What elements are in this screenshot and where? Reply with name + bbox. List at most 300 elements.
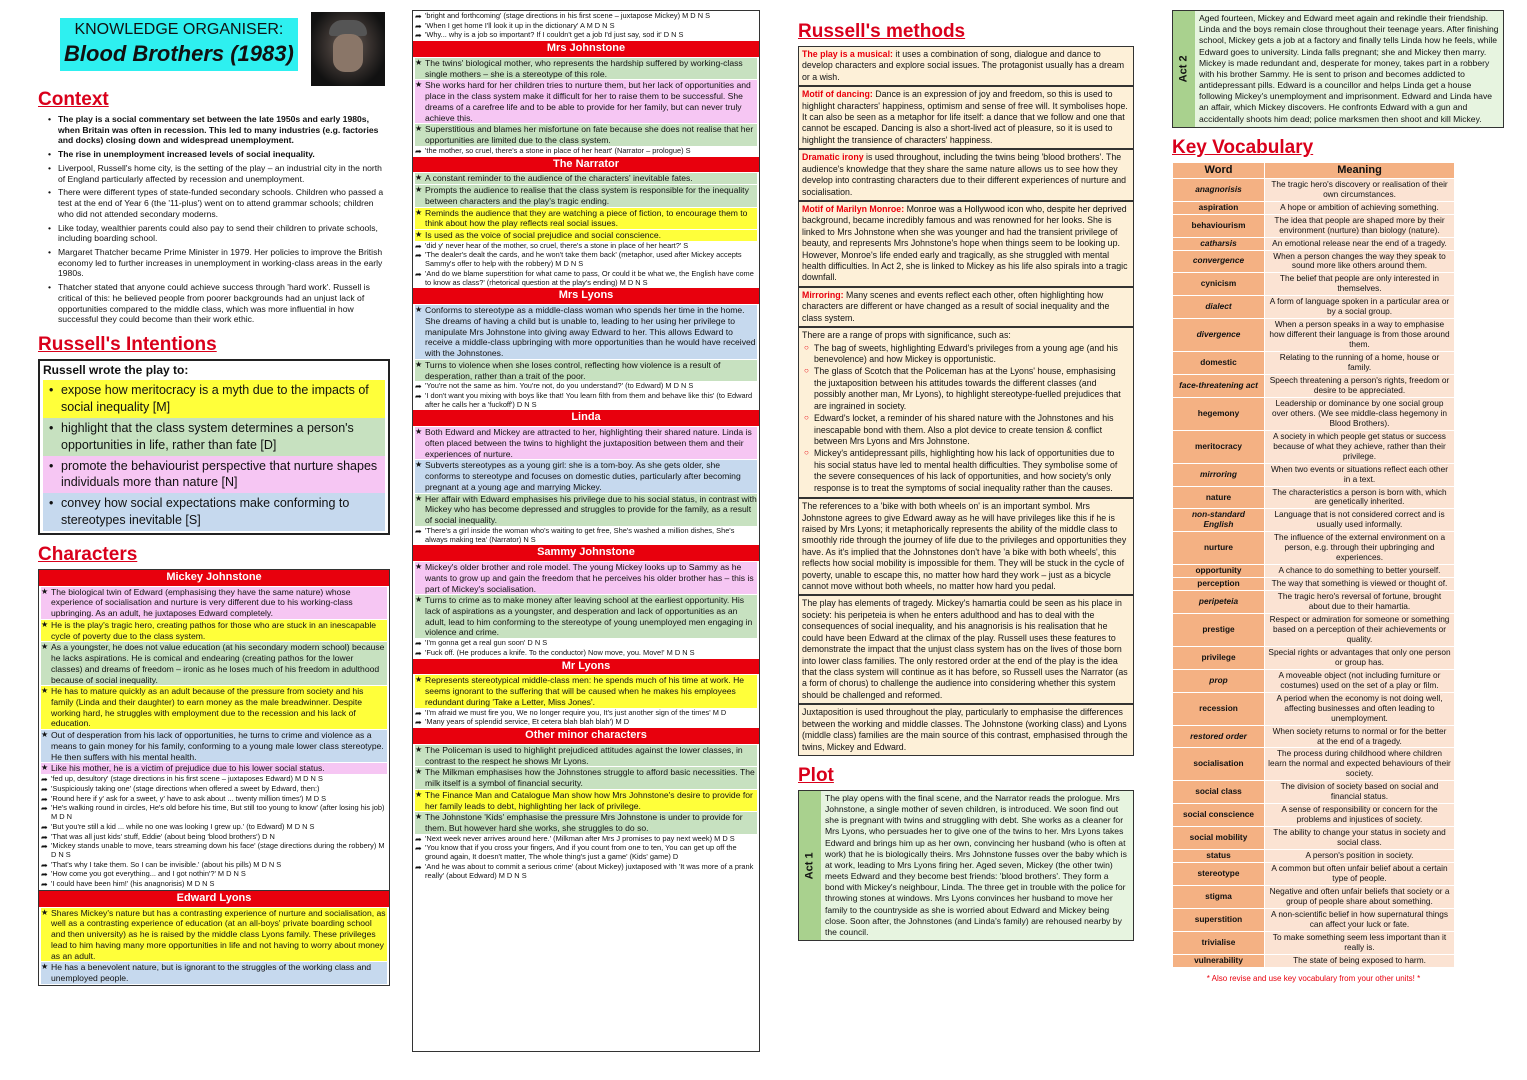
mickey-star-icon: ★ [41, 642, 49, 652]
context-item: • There were different types of state-funded secondary schools. Children who passed a test at the end of Year 6 (the '11-plus') went on to attend grammar schools; children who did not attended secondary moderns. [48, 187, 390, 219]
mickey-quote-text: 'That's why I take them. So I can be invisible.' (about his pills) M D N S [51, 859, 282, 869]
mickey-quote-text: 'But you're still a kid ... while no one was looking I grew up.' (to Edward) M D N S [51, 821, 315, 831]
mrsl-quote-text: 'You're not the same as him. You're not, do you understand?' (to Edward) M D N S [425, 381, 694, 391]
method-text: Dance is an expression of joy and freedom, so this is used to highlight characters' happiness, optimism and sense of free will. It symbolises hope. It can also be seen as a metaphor for life itself: a dance that we follow and one that cannot be escaped. Dancing is also a short-lived act of pleasure, so it is used to highlight the transience of characters' happiness. [802, 89, 1128, 145]
minor-quote [415, 844, 757, 861]
narrator-line-text: Is used as the voice of social prejudice and social conscience. [425, 229, 661, 240]
vocab-meaning: When society returns to normal or for the better at the end of a tragedy. [1265, 725, 1455, 748]
vocab-heading: Key Vocabulary [1172, 136, 1314, 158]
mickey-quote [41, 870, 387, 879]
mrl-line [415, 675, 757, 707]
narrator-speech-icon: ➦ [415, 241, 422, 251]
vocab-meaning: The tragic hero's reversal of fortune, brought about due to their hamartia. [1265, 591, 1455, 614]
vocab-word: privilege [1173, 646, 1265, 669]
mickey-line [41, 620, 387, 641]
minor-star-icon: ★ [415, 812, 423, 822]
narrator-line [415, 208, 757, 229]
mickey-quote [41, 833, 387, 842]
vocab-meaning: The state of being exposed to harm. [1265, 954, 1455, 967]
vocab-meaning: When two events or situations reflect each other in a text. [1265, 463, 1455, 486]
mickey-speech-icon: ➦ [41, 880, 48, 890]
prop-item [804, 448, 1128, 494]
linda-line-text: Subverts stereotypes as a young girl: she is a tom-boy. As she gets older, she conforms to stereotype and focuses on domestic duties, particularly after becoming pregnant at a young age and marrying Mickey. [425, 460, 741, 492]
vocab-word: anagnorisis [1173, 178, 1265, 201]
vocab-word: peripeteia [1173, 591, 1265, 614]
vocab-row [1173, 352, 1455, 375]
vocab-meaning: When a person changes the way they speak to sound more like others around them. [1265, 250, 1455, 273]
minor-speech-icon: ➦ [415, 844, 422, 854]
sammy-header: Sammy Johnstone [413, 545, 759, 561]
mickey-quote [41, 804, 387, 821]
prop-text: The glass of Scotch that the Policeman has at the Lyons' house, emphasising the juxtaposition between his attitudes towards the different classes (and possibly another man, Mr Lyons), to highlight stereotype-fuelled prejudices that are ingrained in society. [814, 366, 1121, 411]
minor-speech-icon: ➦ [415, 862, 422, 872]
edward-star-icon: ★ [41, 907, 49, 917]
vocab-meaning: Respect or admiration for someone or something based on a perception of their achievements or quality. [1265, 614, 1455, 647]
vocab-word: prestige [1173, 614, 1265, 647]
vocab-meaning: Negative and often unfair beliefs that society or a group of people share about something. [1265, 885, 1455, 908]
minor-lines [413, 745, 759, 881]
linda-line [415, 460, 757, 492]
context-item: • The rise in unemployment increased levels of social inequality. [48, 149, 390, 160]
characters-heading: Characters [38, 544, 138, 565]
mickey-line-text: He is the play's tragic hero, creating pathos for those who are stuck in an inescapable cycle of poverty due to the class system. [51, 619, 377, 641]
vocab-word: convergence [1173, 250, 1265, 273]
vocab-row [1173, 273, 1455, 296]
vocab-word: social class [1173, 781, 1265, 804]
prop-item [804, 343, 1128, 366]
context-item: • The play is a social commentary set between the late 1950s and early 1980s, when Britain was often in recession. This led to many industries (e.g. factories and docks) closing down and widespread unemployment. [48, 114, 390, 146]
mickey-line-text: The biological twin of Edward (emphasising they have the same nature) whose experience of socialisation and nurture is very different due to his working-class upbringing. As an adult, he juxtaposes Edward completely. [51, 586, 353, 619]
sammy-speech-icon: ➦ [415, 648, 422, 658]
mrsj-star-icon: ★ [415, 80, 423, 90]
vocab-word: mirroring [1173, 463, 1265, 486]
act1-text: The play opens with the final scene, and the Narrator reads the prologue. Mrs Johnstone, a single mother of seven children, is introduced. We soon find out she is pregnant with twins and struggling with debt. She works as a cleaner for Mrs Lyons, who persuades her to give one of the twins to her. Mrs Lyons takes Edward and brings him up as her own, convincing her husband (who is often at work) that he is biologically theirs. Mrs Johnstone fusses over the baby which is at work, leading to Mrs Lyons firing her. Aged seven, Mickey (the other twin) meets Edward and they become best friends: 'blood brothers'. They form a bond with Mickey's neighbour, Linda. The three get in trouble with the police for throwing stones at windows. Mrs Lyons convinces her husband to move her family to the countryside as she is worried about Edward and Mickey being close. Soon after, the Johnstones (and Linda's family) are rehoused nearby by the council. [825, 792, 1127, 937]
vocab-meaning: A moveable object (not including furniture or costumes) used on the set of a play or film. [1265, 669, 1455, 692]
vocab-word: restored order [1173, 725, 1265, 748]
mrl-speech-icon: ➦ [415, 708, 422, 718]
sammy-quote-text: 'Fuck off. (He produces a knife. To the conductor) Now move, you. Move!' M D N S [425, 647, 695, 657]
mrsl-star-icon: ★ [415, 305, 423, 315]
minor-quote [415, 863, 757, 880]
column-3 [798, 10, 1134, 941]
mrsj-line-text: The twins' biological mother, who represents the hardship suffered by working-class single mothers – she is a stereotype of this role. [425, 57, 743, 79]
mrsl-quote [415, 392, 757, 409]
title-line2: Blood Brothers (1983) [64, 41, 294, 66]
intentions-box [38, 359, 390, 535]
mickey-quote-text: 'Mickey stands unable to move, tears streaming down his face' (stage directions during the robbery) M D N S [51, 841, 385, 859]
vocab-row [1173, 827, 1455, 850]
props-box [798, 327, 1134, 498]
vocab-meaning: The influence of the external environment on a person, e.g. through their upbringing and experiences. [1265, 532, 1455, 565]
vocab-word: social conscience [1173, 804, 1265, 827]
edward-speech-icon: ➦ [415, 21, 422, 31]
minor-quote-text: 'Next week never arrives around here.' (Milkman after Mrs J promises to pay next week) M D S [425, 833, 735, 843]
linda-line [415, 494, 757, 526]
vocab-row [1173, 430, 1455, 463]
vocab-meaning: An emotional release near the end of a tragedy. [1265, 237, 1455, 250]
narrator-quote [415, 270, 757, 287]
mickey-line-text: He has to mature quickly as an adult because of the pressure from society and his family (Linda and their daughter) to earn money as the male breadwinner. Despite working hard, he struggles with employment due to the recession and his lack of education. [51, 686, 364, 729]
mickey-star-icon: ★ [41, 586, 49, 596]
prop-text: The bag of sweets, highlighting Edward's privileges from a young age (and his benevolence) and how Mickey is opportunistic. [814, 342, 1118, 365]
vocab-row [1173, 725, 1455, 748]
act2-label: Act 2 [1177, 55, 1190, 83]
mrsl-line [415, 360, 757, 381]
prop-item [804, 413, 1128, 447]
vocab-meaning: A chance to do something to better yourself. [1265, 565, 1455, 578]
intention-class: • highlight that the class system determines a person's opportunities in life, rather than fate [D] [43, 418, 385, 456]
minor-star-icon: ★ [415, 789, 423, 799]
method-item [798, 287, 1134, 327]
sammy-star-icon: ★ [415, 562, 423, 572]
narrator-header: The Narrator [413, 157, 759, 173]
narrator-star-icon: ★ [415, 185, 423, 195]
edward-quote [415, 31, 757, 40]
minor-line [415, 790, 757, 811]
mrsl-quote [415, 382, 757, 391]
sammy-speech-icon: ➦ [415, 639, 422, 649]
tragedy-box: The play has elements of tragedy. Mickey's hamartia could be seen as his place in society: his peripeteia is when he enters adulthood and has to deal with the consequences of social inequality, and his anagnorisis is his realisation that he could have been Edward at the climax of the play. Russell uses these features to demonstrate the impact that the unjust class system has on the lives of those born into lower class families. The only restored order at the end of the play is the idea that the class system will continue as it has before, so Russell uses the Narrator (as a form of chorus) to challenge the audience into considering whether this system should be challenged and reformed. [798, 595, 1134, 704]
mickey-quote [41, 775, 387, 784]
mrl-quote [415, 709, 757, 718]
vocab-col-word: Word [1173, 162, 1265, 178]
narrator-line [415, 185, 757, 206]
props-intro: There are a range of props with significance, such as: [802, 330, 1011, 341]
column-1 [38, 10, 390, 986]
plot-act1 [798, 790, 1134, 941]
linda-star-icon: ★ [415, 493, 423, 503]
vocab-word: nature [1173, 486, 1265, 509]
narrator-line [415, 173, 757, 184]
method-text: Many scenes and events reflect each other, often highlighting how characters are different or have changed as a result of social inequality and the class system. [802, 289, 1110, 323]
minor-line-text: The Finance Man and Catalogue Man show how Mrs Johnstone's desire to provide for her family leads to debt, highlighting her lack of privilege. [425, 789, 753, 811]
mickey-star-icon: ★ [41, 686, 49, 696]
vocab-meaning: A non-scientific belief in how supernatural things can affect your luck or fate. [1265, 908, 1455, 931]
vocab-row [1173, 646, 1455, 669]
mrl-quote [415, 718, 757, 727]
vocab-row [1173, 319, 1455, 352]
method-item [798, 86, 1134, 149]
mickey-star-icon: ★ [41, 619, 49, 629]
vocab-meaning: To make something seem less important than it really is. [1265, 931, 1455, 954]
minor-star-icon: ★ [415, 767, 423, 777]
mickey-line-text: Like his mother, he is a victim of prejudice due to his lower social status. [51, 763, 325, 774]
minor-line-text: The Milkman emphasises how the Johnstones struggle to afford basic necessities. The milk itself is a symbol of financial security. [425, 767, 755, 789]
edward-quote [415, 12, 757, 21]
mickey-quote-text: 'How come you got everything... and I got nothin'?' M D N S [51, 869, 246, 879]
vocab-word: behaviourism [1173, 214, 1265, 237]
edward-quote-text: 'bright and forthcoming' (stage directions in his first scene – juxtapose Mickey) M D N S [425, 11, 711, 20]
vocab-word: face-threatening act [1173, 375, 1265, 398]
mickey-line [41, 642, 387, 685]
mrl-star-icon: ★ [415, 675, 423, 685]
vocab-row [1173, 463, 1455, 486]
mrl-speech-icon: ➦ [415, 718, 422, 728]
vocab-meaning: Language that is not considered correct and is usually used informally. [1265, 509, 1455, 532]
author-photo [311, 12, 385, 86]
sammy-quote [415, 649, 757, 658]
mickey-box [38, 569, 390, 891]
method-term: Dramatic irony [802, 152, 864, 163]
narrator-star-icon: ★ [415, 229, 423, 239]
intentions-lead: Russell wrote the play to: [43, 363, 189, 377]
circle-bullet-icon: ○ [804, 448, 809, 458]
mickey-line [41, 763, 387, 774]
title-line1: KNOWLEDGE ORGANISER: [74, 21, 284, 38]
vocab-word: nurture [1173, 532, 1265, 565]
narrator-speech-icon: ➦ [415, 251, 422, 261]
vocab-row [1173, 954, 1455, 967]
edward-header: Edward Lyons [39, 891, 389, 907]
mickey-quote [41, 861, 387, 870]
mickey-lines [39, 587, 389, 889]
edward-star-icon: ★ [41, 962, 49, 972]
vocab-word: superstition [1173, 908, 1265, 931]
mickey-line [41, 730, 387, 762]
character-column-box [412, 10, 760, 1052]
mickey-star-icon: ★ [41, 730, 49, 740]
intention-nurture: • promote the behaviourist perspective that nurture shapes individuals more than nature [N] [43, 456, 385, 494]
minor-line-text: The Johnstone 'Kids' emphasise the pressure Mrs Johnstone is under to provide for them. But however hard she works, she struggles to do so. [425, 812, 743, 833]
linda-star-icon: ★ [415, 427, 423, 437]
props-list [802, 343, 1130, 494]
mickey-quote-text: 'fed up, desultory' (stage directions in his first scene – juxtaposes Edward) M D N S [51, 774, 323, 784]
linda-star-icon: ★ [415, 460, 423, 470]
intentions-heading: Russell's Intentions [38, 334, 217, 356]
narrator-line-text: Reminds the audience that they are watching a piece of fiction, to encourage them to think about how the play reflects real social issues. [425, 207, 748, 229]
vocab-meaning: The ability to change your status in society and social class. [1265, 827, 1455, 850]
vocab-row [1173, 532, 1455, 565]
vocab-word: prop [1173, 669, 1265, 692]
mrsj-star-icon: ★ [415, 124, 423, 134]
mrsj-line [415, 58, 757, 79]
vocab-meaning: A sense of responsibility or concern for the problems and injustices of society. [1265, 804, 1455, 827]
column-2 [412, 10, 760, 1052]
minor-quote-text: 'And he was about to commit a serious crime' (about Mickey) juxtaposed with 'It was more of a prank really' (about Edward) M D N S [425, 861, 754, 880]
sammy-lines [413, 562, 759, 658]
edward-line-text: Shares Mickey's nature but has a contrasting experience of nurture and socialisation, as well as a contrasting experience of education (at an all-boys' private boarding school and then university) as he is raised by the middle class Lyons family. These privileges lead to him having many more opportunities in life and not having to worry about money as an adult. [51, 907, 386, 961]
vocab-word: divergence [1173, 319, 1265, 352]
circle-bullet-icon: ○ [804, 342, 809, 352]
vocab-row [1173, 486, 1455, 509]
vocab-row [1173, 862, 1455, 885]
mrsl-header: Mrs Lyons [413, 288, 759, 304]
vocab-meaning: A hope or ambition of achieving something. [1265, 201, 1455, 214]
vocab-word: aspiration [1173, 201, 1265, 214]
mrl-line-text: Represents stereotypical middle-class men: he spends much of his time at work. He seems ignorant to the suffering that will be caused when he makes his employees redundant during 'Take a Letter, Miss Jones'. [425, 675, 745, 707]
vocab-row [1173, 201, 1455, 214]
edward-line [41, 908, 387, 962]
mickey-line [41, 686, 387, 729]
narrator-line-text: A constant reminder to the audience of the characters' inevitable fates. [425, 173, 693, 184]
vocab-word: trivialise [1173, 931, 1265, 954]
mickey-speech-icon: ➦ [41, 794, 48, 804]
vocab-row [1173, 250, 1455, 273]
vocab-meaning: A period when the economy is not doing well, affecting businesses and often leading to unemployment. [1265, 692, 1455, 725]
vocab-word: social mobility [1173, 827, 1265, 850]
vocab-word: domestic [1173, 352, 1265, 375]
edward-quote [415, 22, 757, 31]
vocab-meaning: A society in which people get status or success because of what they achieve, rather than their privilege. [1265, 430, 1455, 463]
mrsj-line-text: Superstitious and blames her misfortune on fate because she does not realise that her opportunities are limited due to the class system. [425, 124, 754, 146]
method-term: Motif of dancing: [802, 89, 873, 100]
vocab-meaning: Relating to the running of a home, house or family. [1265, 352, 1455, 375]
method-term: Mirroring: [802, 289, 844, 300]
narrator-quote-text: 'And do we blame superstition for what came to pass, Or could it be what we, the English have come to know as class?' (rhetorical question at the play's ending) M D N S [425, 268, 754, 287]
vocab-row [1173, 178, 1455, 201]
sammy-line [415, 562, 757, 594]
mrsj-line [415, 80, 757, 123]
linda-line-text: Both Edward and Mickey are attracted to her, highlighting their shared nature. Linda is often placed between the twins to highlight the juxtaposition between them and their experiences of nurture. [425, 427, 752, 459]
minor-star-icon: ★ [415, 744, 423, 754]
vocab-meaning: The process during childhood where children learn the normal and expected behaviours of their society. [1265, 748, 1455, 781]
narrator-quote [415, 242, 757, 251]
narrator-line [415, 230, 757, 241]
act2-text: Aged fourteen, Mickey and Edward meet again and rekindle their friendship. Linda and the boys remain close throughout their teenage years. After finishing school, Mickey gets a job at a factory and finally tells Linda how he feels, while Edward goes to university. Linda falls pregnant; she and Mickey then marry. Mickey is made redundant and, desperate for money, takes part in a robbery with his brother Sammy. He is sent to prison and becomes addicted to antidepressant pills. Edward is a councillor and helps Linda get a house following Mickey's unemployment and imprisonment. Edward and Linda have an affair, which Mickey discovers. He confronts Edward with a gun and accidentally shoots him dead; police marksmen then shoot and kill Mickey. [1199, 13, 1499, 124]
vocab-word: dialect [1173, 296, 1265, 319]
mrsl-line-text: Conforms to stereotype as a middle-class woman who spends her time in the home. She dreams of having a child but is unable to, leading to her using her privilege to manipulate Mrs Johnstone into giving away Edward to her. This allows Edward to receive a middle-class upbringing with more opportunities than he would have received with the Johnstones. [425, 305, 756, 359]
context-item: • Like today, wealthier parents could also pay to send their children to private schools, including boarding school. [48, 223, 390, 244]
vocab-row [1173, 591, 1455, 614]
mrsj-lines [413, 58, 759, 156]
vocab-row [1173, 375, 1455, 398]
vocab-word: status [1173, 850, 1265, 863]
circle-bullet-icon: ○ [804, 413, 809, 423]
vocab-table [1172, 162, 1455, 968]
vocab-meaning: Leadership or dominance by one social group over others. (We see middle-class hegemony in Blood Brothers). [1265, 397, 1455, 430]
sammy-line-text: Mickey's older brother and role model. The young Mickey looks up to Sammy as he wants to grow up and gain the freedom that he perceives his older brother has – this is part of Mickey's socialisation. [425, 562, 754, 594]
vocab-row [1173, 692, 1455, 725]
vocab-word: vulnerability [1173, 954, 1265, 967]
methods-heading: Russell's methods [798, 21, 966, 42]
mickey-speech-icon: ➦ [41, 822, 48, 832]
vocab-word: catharsis [1173, 237, 1265, 250]
vocab-word: hegemony [1173, 397, 1265, 430]
mickey-quote-text: 'Suspiciously taking one' (stage directions when offered a sweet by Edward, then:) [51, 783, 320, 793]
edward-line-text: He has a benevolent nature, but is ignorant to the struggles of the working class and unemployed people. [51, 962, 372, 984]
mrsl-speech-icon: ➦ [415, 392, 422, 402]
mickey-speech-icon: ➦ [41, 804, 48, 814]
vocab-row [1173, 578, 1455, 591]
mickey-header: Mickey Johnstone [39, 570, 389, 586]
context-item: • Thatcher stated that anyone could achieve success through 'hard work'. Russell is critical of this: he believed people from poorer backgrounds had an unjust lack of opportunities compared to the middle class, which was more influential in how successful they could become than their work ethic. [48, 282, 390, 325]
linda-speech-icon: ➦ [415, 526, 422, 536]
narrator-quote [415, 251, 757, 268]
prop-text: Mickey's antidepressant pills, highlighting how his lack of opportunities due to his social status have led to mental health difficulties. They symbolise some of the severe consequences of his lack of opportunities, and how society's only response is to treat the symptoms of social inequality rather than the causes. [814, 448, 1118, 493]
plot-act2 [1172, 10, 1504, 128]
narrator-star-icon: ★ [415, 207, 423, 217]
juxtaposition-box: Juxtaposition is used throughout the play, particularly to emphasise the differences between the working and middle classes. The Johnstone (working class) and Lyons (middle class) families are the main source of this contrast, emphasised through the twins, Mickey and Edward. [798, 704, 1134, 756]
vocab-col-meaning: Meaning [1265, 162, 1455, 178]
vocab-row [1173, 931, 1455, 954]
vocab-row [1173, 781, 1455, 804]
context-heading: Context [38, 89, 109, 110]
method-item [798, 201, 1134, 287]
vocab-meaning: Speech threatening a person's rights, freedom or desire to be appreciated. [1265, 375, 1455, 398]
mickey-line-text: Out of desperation from his lack of opportunities, he turns to crime and violence as a means to gain money for his family, conforming to a young male lower class stereotype. He then suffers with his mental health. [51, 730, 384, 762]
mrsj-line [415, 124, 757, 145]
prop-text: Edward's locket, a reminder of his shared nature with the Johnstones and his inescapable bond with them. Also a plot device to create tension & conflict between Mrs Lyons and Mrs Johnstone. [814, 413, 1114, 446]
edward-speech-icon: ➦ [415, 12, 422, 21]
mickey-speech-icon: ➦ [41, 832, 48, 842]
vocab-meaning: The way that something is viewed or thought of. [1265, 578, 1455, 591]
narrator-lines [413, 173, 759, 287]
narrator-quote-text: 'The dealer's dealt the cards, and he won't take them back' (metaphor, used after Mickey accepts Sammy's offer to help with the robbery) M D N S [425, 250, 742, 269]
method-item [798, 149, 1134, 201]
context-list [48, 114, 390, 325]
edward-box [38, 891, 390, 986]
mrsj-quote [415, 147, 757, 156]
mickey-quote [41, 795, 387, 804]
mickey-speech-icon: ➦ [41, 870, 48, 880]
method-text: it uses a combination of song, dialogue and dance to develop characters and explore social issues. The protagonist usually has a dream or a wish. [802, 48, 1125, 82]
mrl-header: Mr Lyons [413, 659, 759, 675]
mickey-quote-text: 'He's walking round in circles, He's old before his time, But still too young to know' (after losing his job) M D N [51, 803, 385, 822]
context-item: • Liverpool, Russell's home city, is the setting of the play – an industrial city in the north of England particularly affected by recession and unemployment. [48, 163, 390, 184]
title-block [60, 18, 298, 71]
vocab-word: perception [1173, 578, 1265, 591]
vocab-row [1173, 509, 1455, 532]
narrator-quote-text: 'did y' never hear of the mother, so cruel, there's a stone in place of her heart?' S [425, 240, 689, 250]
linda-line [415, 427, 757, 459]
minor-line [415, 767, 757, 788]
linda-quote-text: 'There's a girl inside the woman who's waiting to get free, She's washed a million dishes, She's always making tea' (Narrator) N S [425, 525, 735, 544]
mrsl-star-icon: ★ [415, 359, 423, 369]
sammy-quote [415, 639, 757, 648]
edward-speech-icon: ➦ [415, 31, 422, 41]
mickey-quote-text: 'Round here if y' ask for a sweet, y' have to ask about ... twenty million times') M D S [51, 793, 327, 803]
vocab-word: opportunity [1173, 565, 1265, 578]
context-item: • Margaret Thatcher became Prime Minister in 1979. Her policies to improve the British economy led to further increases in unemployment in working-class areas in the early 1980s. [48, 247, 390, 279]
vocab-row [1173, 748, 1455, 781]
mrsj-quote-text: 'the mother, so cruel, there's a stone in place of her heart' (Narrator – prologue) S [425, 145, 691, 155]
vocab-row [1173, 397, 1455, 430]
linda-quote [415, 527, 757, 544]
vocab-meaning: A form of language spoken in a particular area or by a social group. [1265, 296, 1455, 319]
mickey-quote [41, 785, 387, 794]
mrsl-line [415, 305, 757, 359]
method-term: Motif of Marilyn Monroe: [802, 203, 905, 214]
vocab-word: cynicism [1173, 273, 1265, 296]
vocab-row [1173, 296, 1455, 319]
mickey-quote [41, 880, 387, 889]
prop-item [804, 366, 1128, 412]
mrl-quote-text: 'I'm afraid we must fire you, We no longer require you, It's just another sign of the times' M D [425, 707, 727, 717]
mrsj-header: Mrs Johnstone [413, 41, 759, 57]
mrsj-star-icon: ★ [415, 57, 423, 67]
method-text: is used throughout, including the twins being 'blood brothers'. The audience's knowledge that they share the same nature allows us to see how they develop into contrasting characters due to their different experiences of nurture and socialisation. [802, 152, 1127, 197]
mickey-quote [41, 823, 387, 832]
mrsl-lines [413, 305, 759, 409]
mickey-line [41, 587, 387, 619]
intention-stereotypes: • convey how social expectations make conforming to stereotypes inevitable [S] [43, 493, 385, 531]
minor-speech-icon: ➦ [415, 834, 422, 844]
mrsl-quote-text: 'I don't want you mixing with boys like that! You learn filth from them and behave like this' (to Edward after he calls her a 'fuckoff') D N S [425, 391, 753, 409]
minor-line [415, 745, 757, 766]
mrl-quote-text: 'Many years of splendid service, Et cetera blah blah blah') M D [425, 717, 630, 727]
vocab-row [1173, 214, 1455, 237]
act1-label: Act 1 [803, 851, 816, 879]
vocab-meaning: The tragic hero's discovery or realisation of their own circumstances. [1265, 178, 1455, 201]
edward-quote-text: 'When I get home I'll look it up in the dictionary' A M D N S [425, 20, 615, 30]
linda-header: Linda [413, 410, 759, 426]
intention-meritocracy: • expose how meritocracy is a myth due to the impacts of social inequality [M] [43, 380, 385, 418]
vocab-row [1173, 614, 1455, 647]
circle-bullet-icon: ○ [804, 366, 809, 376]
vocab-meaning: When a person speaks in a way to emphasise how different their language is from those around them. [1265, 319, 1455, 352]
vocab-meaning: The characteristics a person is born with, which are genetically inherited. [1265, 486, 1455, 509]
edward-lines [39, 908, 389, 984]
